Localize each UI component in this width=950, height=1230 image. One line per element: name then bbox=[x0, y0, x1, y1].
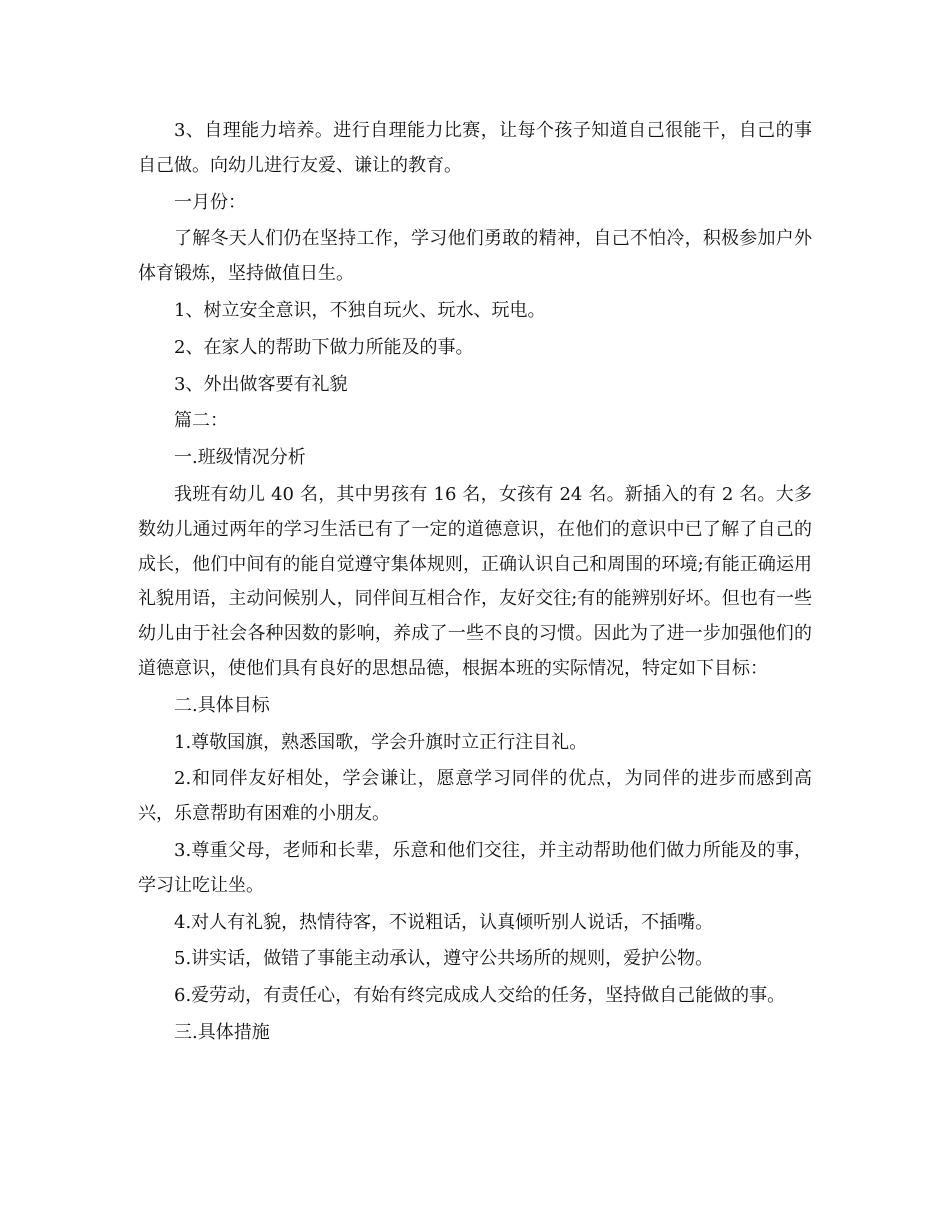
paragraph-winter: 了解冬天人们仍在坚持工作，学习他们勇敢的精神，自己不怕冷，积极参加户外体育锻炼，坚持做值日生。 bbox=[138, 228, 812, 285]
heading-part-two: 篇二： bbox=[174, 410, 228, 432]
goal-item-5: 5.讲实话，做错了事能主动承认，遵守公共场所的规则，爱护公物。 bbox=[174, 948, 714, 970]
heading-january: 一月份： bbox=[174, 191, 246, 213]
list-item-manners: 3、外出做客要有礼貌 bbox=[174, 373, 348, 395]
section-heading-goals: 二.具体目标 bbox=[174, 694, 270, 716]
list-item-family-help: 2、在家人的帮助下做力所能及的事。 bbox=[174, 336, 474, 358]
goal-item-4: 4.对人有礼貌，热情待客，不说粗话，认真倾听别人说话，不插嘴。 bbox=[174, 911, 714, 933]
goal-item-1: 1.尊敬国旗，熟悉国歌，学会升旗时立正行注目礼。 bbox=[174, 731, 588, 753]
goal-item-6: 6.爱劳动，有责任心，有始有终完成成人交给的任务，坚持做自己能做的事。 bbox=[174, 985, 786, 1007]
section-heading-measures: 三.具体措施 bbox=[174, 1021, 270, 1043]
section-heading-class-analysis: 一.班级情况分析 bbox=[174, 447, 306, 469]
paragraph-self-care: 3、自理能力培养。进行自理能力比赛，让每个孩子知道自己很能干，自己的事自己做。向幼儿进行友爱、谦让的教育。 bbox=[138, 120, 812, 176]
goal-item-2: 2.和同伴友好相处，学会谦让，愿意学习同伴的优点，为同伴的进步而感到高兴，乐意帮助有困难的小朋友。 bbox=[138, 768, 812, 825]
document-body bbox=[138, 114, 812, 1051]
list-item-safety: 1、树立安全意识，不独自玩火、玩水、玩电。 bbox=[174, 299, 546, 321]
goal-item-3: 3.尊重父母，老师和长辈，乐意和他们交往，并主动帮助他们做力所能及的事，学习让吃让坐。 bbox=[138, 839, 812, 896]
paragraph-class-analysis: 我班有幼儿 40 名，其中男孩有 16 名，女孩有 24 名。新插入的有 2 名。大多数幼儿通过两年的学习生活已有了一定的道德意识，在他们的意识中已了解了自己的成长，他们中间有的能自觉遵守集体规则，正确认识自己和周围的环境;有能正确运用礼貌用语，主动问候别人，同伴间互相合作，友好交往;有的能辨别好坏。但也有一些幼儿由于社会各种因数的影响，养成了一些不良的习惯。因此为了进一步加强他们的道德意识，使他们具有良好的思想品德，根据本班的实际情况，特定如下目标： bbox=[138, 483, 812, 679]
